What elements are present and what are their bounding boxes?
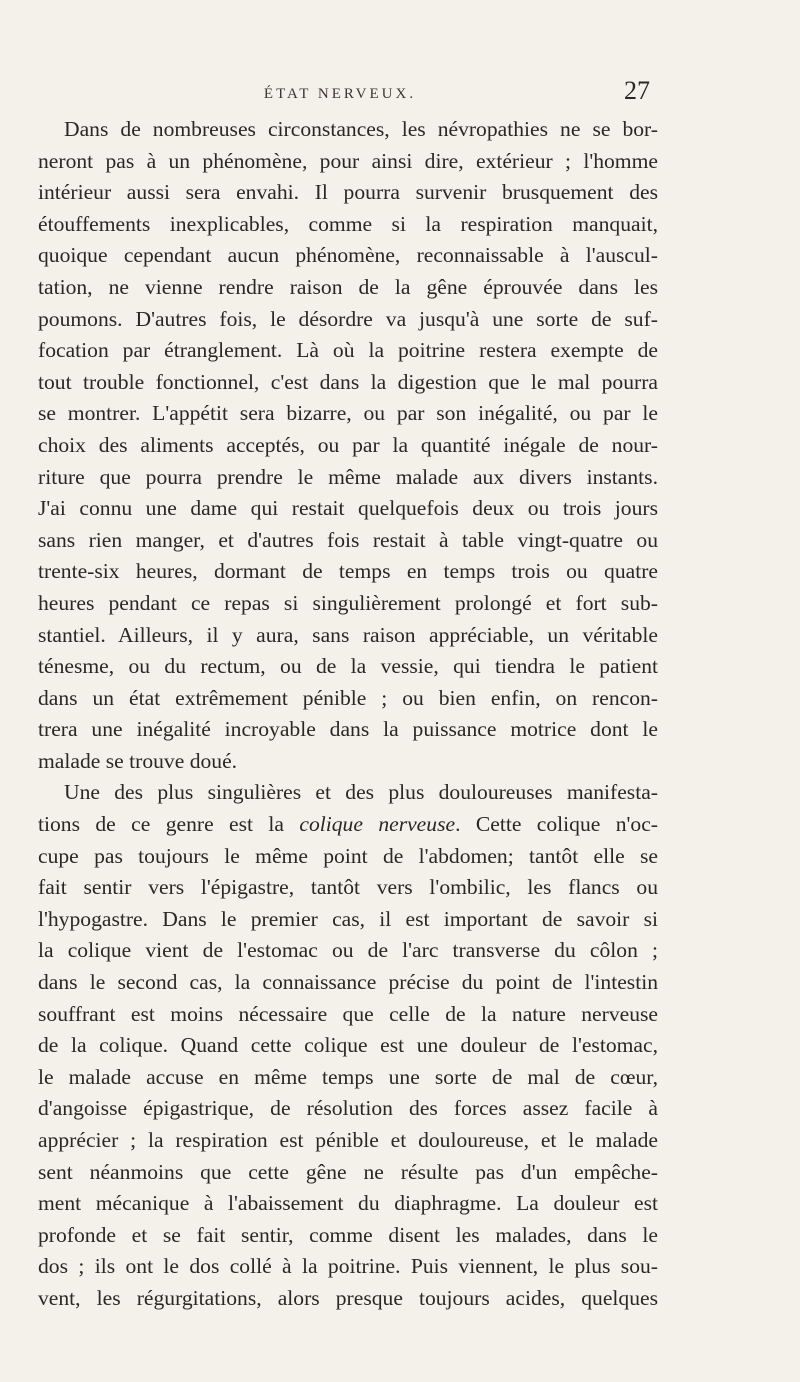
text-line: sans rien manger, et d'autres fois restait à table vingt-quatre ou [38, 527, 658, 552]
text-line: l'hypogastre. Dans le premier cas, il est important de savoir si [38, 906, 658, 931]
page-number: 27 [624, 76, 650, 105]
text-line: choix des aliments acceptés, ou par la quantité inégale de nour- [38, 432, 658, 457]
text-line: poumons. D'autres fois, le désordre va jusqu'à une sorte de suf- [38, 306, 658, 331]
text-line: trera une inégalité incroyable dans la puissance motrice dont le [38, 717, 658, 742]
text-line: fait sentir vers l'épigastre, tantôt vers l'ombilic, les flancs ou [38, 875, 658, 900]
text-segment: . Cette colique n'oc- [455, 812, 658, 837]
text-line: apprécier ; la respiration est pénible et douloureuse, et le malade [38, 1128, 658, 1152]
text-line: se montrer. L'appétit sera bizarre, ou par son inégalité, ou par le [38, 401, 658, 426]
text-line: de la colique. Quand cette colique est une douleur de l'estomac, [38, 1033, 658, 1058]
text-line: tout trouble fonctionnel, c'est dans la digestion que le mal pourra [38, 369, 658, 394]
text-line: vent, les régurgitations, alors presque toujours acides, quelques [38, 1285, 658, 1310]
text-line: stantiel. Ailleurs, il y aura, sans raison appréciable, un véritable [38, 622, 658, 647]
text-line: ténesme, ou du rectum, ou de la vessie, qui tiendra le patient [38, 654, 658, 679]
text-segment: tions de ce genre est la [38, 812, 300, 837]
text-line: dans le second cas, la connaissance précise du point de l'intestin [38, 970, 658, 995]
text-line: dans un état extrêmement pénible ; ou bien enfin, on rencon- [38, 685, 658, 710]
running-head: ÉTAT NERVEUX. [263, 86, 417, 102]
text-line: riture que pourra prendre le même malade aux divers instants. [38, 464, 658, 489]
text-line: tation, ne vienne rendre raison de la gêne éprouvée dans les [38, 274, 658, 299]
text-line: étouffements inexplicables, comme si la respiration manquait, [38, 211, 658, 236]
text-line-with-italic [38, 809, 658, 841]
text-line: trente-six heures, dormant de temps en temps trois ou quatre [38, 559, 658, 584]
text-line: profonde et se fait sentir, comme disent les malades, dans le [38, 1222, 658, 1247]
text-line: souffrant est moins nécessaire que celle de la nature nerveuse [38, 1001, 658, 1026]
text-line: cupe pas toujours le même point de l'abdomen; tantôt elle se [38, 843, 658, 868]
text-line: d'angoisse épigastrique, de résolution des forces assez facile à [38, 1096, 658, 1121]
body-text [38, 114, 658, 1315]
text-line: le malade accuse en même temps une sorte de mal de cœur, [38, 1064, 658, 1089]
text-line: ment mécanique à l'abaissement du diaphragme. La douleur est [38, 1191, 658, 1216]
paragraph-1 [38, 114, 658, 777]
text-line: malade se trouve doué. [38, 748, 238, 773]
text-line: neront pas à un phénomène, pour ainsi dire, extérieur ; l'homme [38, 148, 658, 173]
text-line: dos ; ils ont le dos collé à la poitrine. Puis viennent, le plus sou- [38, 1254, 658, 1279]
text-line: Dans de nombreuses circonstances, les névropathies ne se bor- [64, 117, 658, 141]
text-line: Une des plus singulières et des plus douloureuses manifesta- [64, 780, 658, 805]
text-line: heures pendant ce repas si singulièrement prolongé et fort sub- [38, 590, 658, 615]
text-line: quoique cependant aucun phénomène, reconnaissable à l'auscul- [38, 243, 658, 268]
text-line: intérieur aussi sera envahi. Il pourra survenir brusquement des [38, 180, 658, 205]
paragraph-2 [38, 777, 658, 1314]
text-line: la colique vient de l'estomac ou de l'arc transverse du côlon ; [38, 938, 658, 963]
text-line: sent néanmoins que cette gêne ne résulte pas d'un empêche- [38, 1159, 658, 1184]
italic-term: colique nerveuse [299, 812, 456, 837]
text-line: focation par étranglement. Là où la poitrine restera exempte de [38, 338, 658, 363]
text-line: J'ai connu une dame qui restait quelquefois deux ou trois jours [38, 496, 658, 521]
